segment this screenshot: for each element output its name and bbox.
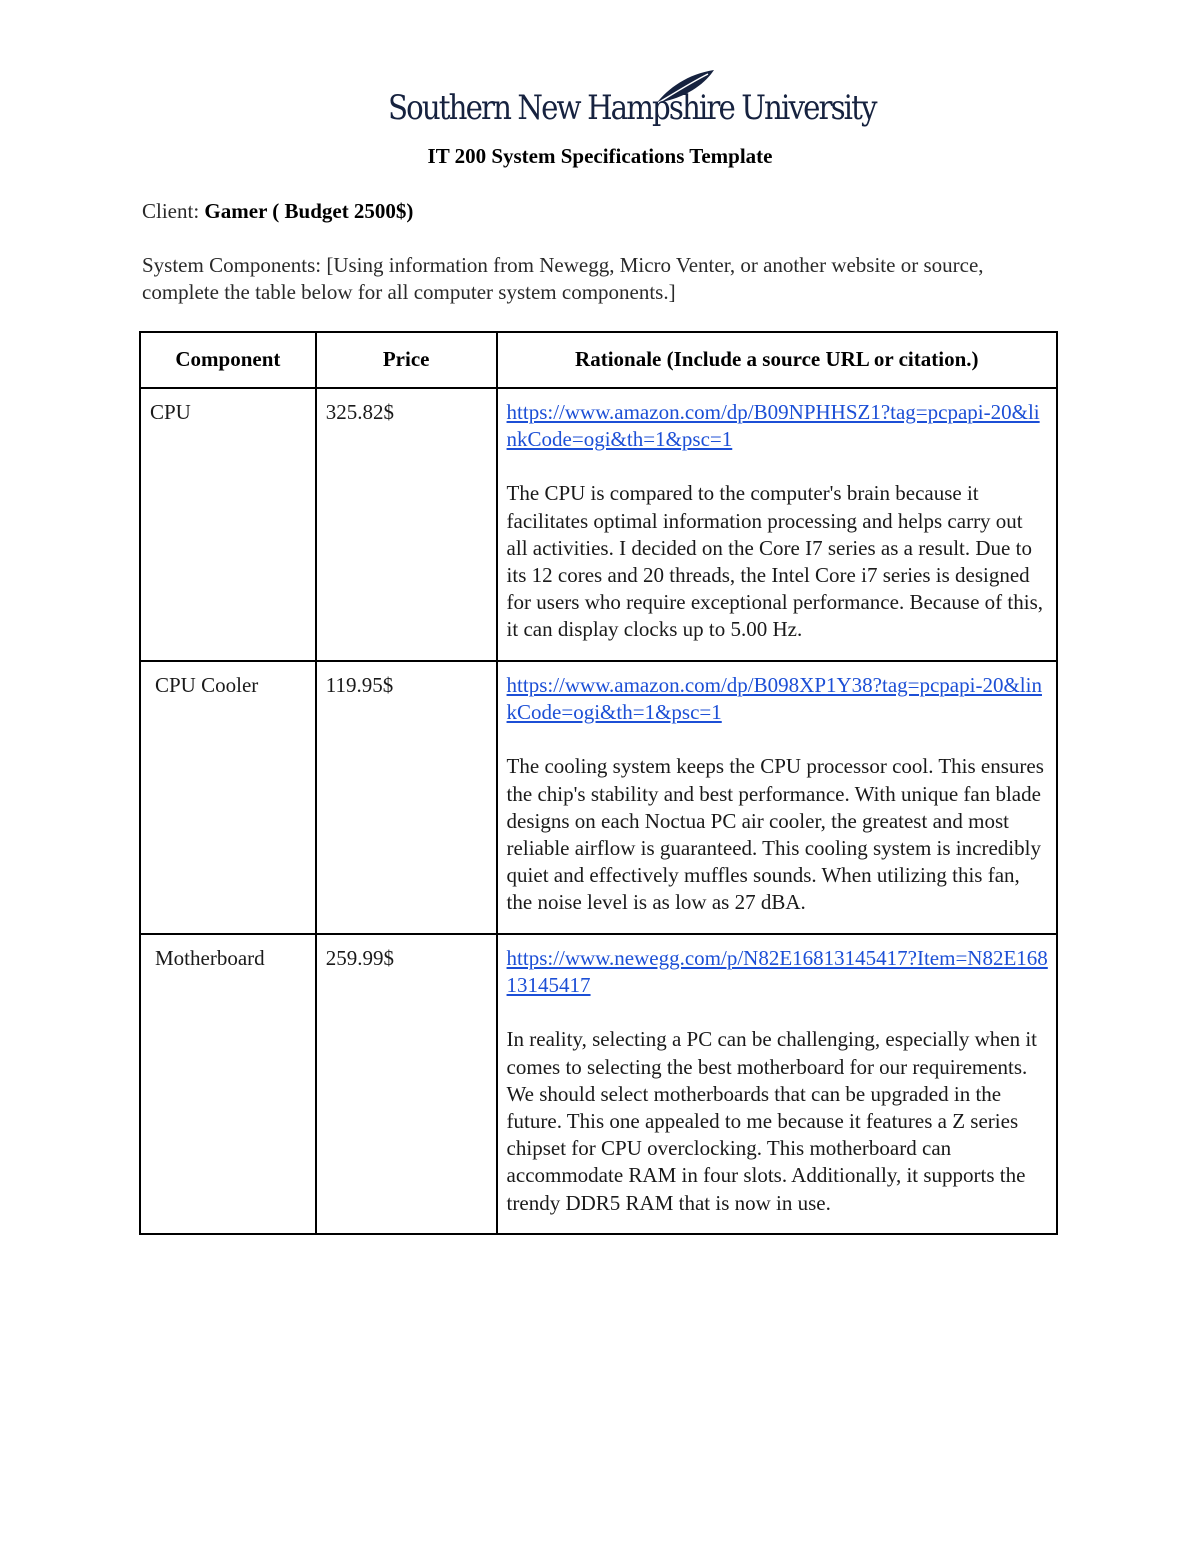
client-value: Gamer ( Budget 2500$): [204, 199, 414, 223]
header-price: Price: [316, 332, 497, 388]
specifications-table: [139, 331, 1058, 1235]
table-row: [140, 661, 1057, 934]
client-label: Client:: [142, 199, 200, 223]
rationale-text: In reality, selecting a PC can be challenging, especially when it comes to selecting the best motherboard for our requirements. We should select motherboards that can be upgraded in the future. This one appealed to me because it features a Z series chipset for CPU overclocking. This motherboard can accommodate RAM in four slots. Additionally, it supports the trendy DDR5 RAM that is now in use.: [506, 1027, 1038, 1215]
header-component: Component: [140, 332, 316, 388]
rationale-text: The cooling system keeps the CPU processor cool. This ensures the chip's stability and best performance. With unique fan blade designs on each Noctua PC air cooler, the greatest and most reliable airflow is guaranteed. This cooling system is incredibly quiet and effectively muffles sounds. When utilizing this fan, the noise level is as low as 27 dBA.: [506, 754, 1044, 915]
source-link[interactable]: https://www.amazon.com/dp/B098XP1Y38?tag=pcpapi-20&linkCode=ogi&th=1&psc=1: [506, 673, 1042, 725]
table-header-row: [140, 332, 1057, 388]
component-cell: CPU Cooler: [155, 673, 259, 697]
price-cell: 119.95$: [325, 673, 394, 697]
client-line: [142, 199, 413, 224]
system-components-text: System Components: [Using information from Newegg, Micro Venter, or another website or source, complete the table below for all computer system components.]: [142, 253, 984, 304]
table-row: [140, 388, 1057, 661]
source-link[interactable]: https://www.amazon.com/dp/B09NPHHSZ1?tag=pcpapi-20&linkCode=ogi&th=1&psc=1: [506, 400, 1040, 452]
table-row: [140, 934, 1057, 1234]
source-link[interactable]: https://www.newegg.com/p/N82E16813145417?Item=N82E16813145417: [506, 946, 1048, 998]
university-logo: [386, 70, 876, 136]
rationale-text: The CPU is compared to the computer's brain because it facilitates optimal information processing and helps carry out all activities. I decided on the Core I7 series as a result. Due to its 12 cores and 20 threads, the Intel Core i7 series is designed for users who require exceptional performance. Because of this, it can display clocks up to 5.00 Hz.: [506, 481, 1044, 642]
price-cell: 259.99$: [325, 946, 395, 970]
header-rationale: Rationale (Include a source URL or citation.): [497, 332, 1057, 388]
component-cell: CPU: [150, 400, 191, 424]
price-cell: 325.82$: [325, 400, 395, 424]
component-cell: Motherboard: [155, 946, 265, 970]
university-name: Southern New Hampshire University: [388, 88, 876, 128]
document-title: IT 200 System Specifications Template: [427, 144, 773, 168]
